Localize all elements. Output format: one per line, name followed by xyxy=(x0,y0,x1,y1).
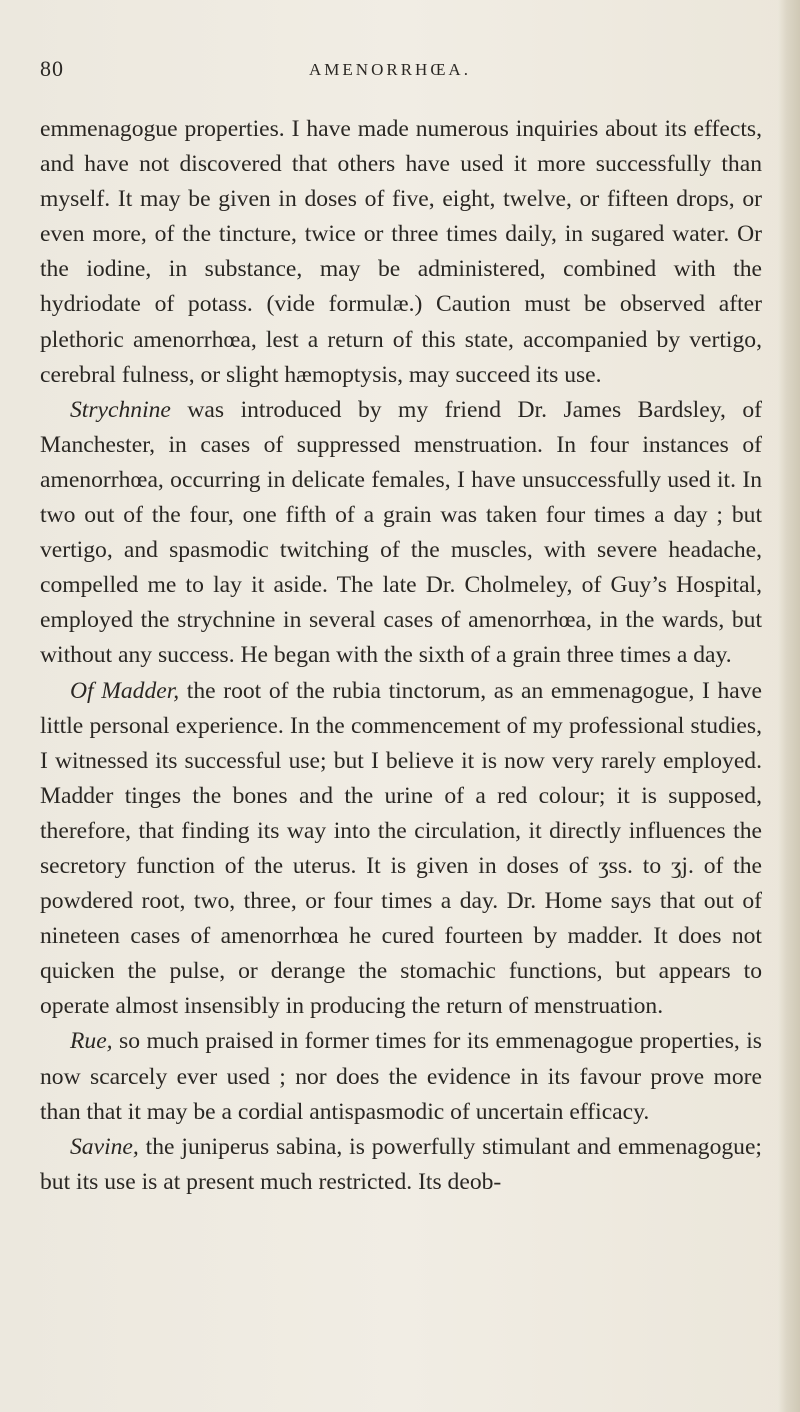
paragraph-rue xyxy=(40,1024,762,1129)
paragraph-lead: Strychnine xyxy=(70,396,171,423)
paragraph-strychnine xyxy=(40,393,762,674)
page-header xyxy=(40,56,740,86)
paragraph-madder xyxy=(40,674,762,1025)
page-number: 80 xyxy=(40,56,64,81)
paragraph-text: was introduced by my friend Dr. James Bardsley, of Manchester, in cases of suppressed menstruation. In four instances of amenorrhœa, occurring in delicate females, I have unsuccessfully used it. In two out of the four, one fifth of a grain was taken four times a day ; but vertigo, and spasmodic twitching of the muscles, with severe headache, compelled me to lay it aside. The late Dr. Cholmeley, of Guy’s Hospital, employed the strychnine in several cases of amenorrhœa, in the wards, but without any success. He began with the sixth of a grain three times a day. xyxy=(40,396,762,669)
page-edge-shadow xyxy=(778,0,800,1412)
running-head: AMENORRHŒA. xyxy=(309,60,471,79)
paragraph-lead: Rue, xyxy=(70,1028,113,1055)
paragraph-lead: Of Madder, xyxy=(70,677,180,704)
paragraph-savine xyxy=(40,1130,762,1200)
paragraph-lead: Savine, xyxy=(70,1133,139,1160)
body-text xyxy=(40,112,762,1200)
paragraph-text: the root of the rubia tinctorum, as an emmenagogue, I have little personal experience. In the commencement of my professional studies, I witnessed its successful use; but I believe it is now very rarely employed. Madder tinges the bones and the urine of a red colour; it is supposed, therefore, that finding its way into the circulation, it directly influences the secretory function of the uterus. It is given in doses of ʒss. to ʒj. of the powdered root, two, three, or four times a day. Dr. Home says that out of nineteen cases of amenorrhœa he cured fourteen by madder. It does not quicken the pulse, or derange the stomachic functions, but appears to operate almost insensibly in producing the return of menstruation. xyxy=(40,677,762,1020)
paragraph-text: the juniperus sabina, is powerfully stimulant and emmenagogue; but its use is at present much restricted. Its deob- xyxy=(40,1133,762,1195)
paragraph-text: emmenagogue properties. I have made numerous inquiries about its effects, and have not discovered that others have used it more successfully than myself. It may be given in doses of five, eight, twelve, or fifteen drops, or even more, of the tincture, twice or three times daily, in sugared water. Or the iodine, in substance, may be administered, combined with the hydriodate of potass. (vide formulæ.) Caution must be observed after plethoric amenorrhœa, lest a return of this state, accompanied by vertigo, cerebral fulness, or slight hæmoptysis, may succeed its use. xyxy=(40,116,762,388)
paragraph-iodine xyxy=(40,112,762,393)
paragraph-text: so much praised in former times for its emmenagogue properties, is now scarcely ever used ; nor does the evidence in its favour prove more than that it may be a cordial antispasmodic of uncertain efficacy. xyxy=(40,1028,762,1125)
